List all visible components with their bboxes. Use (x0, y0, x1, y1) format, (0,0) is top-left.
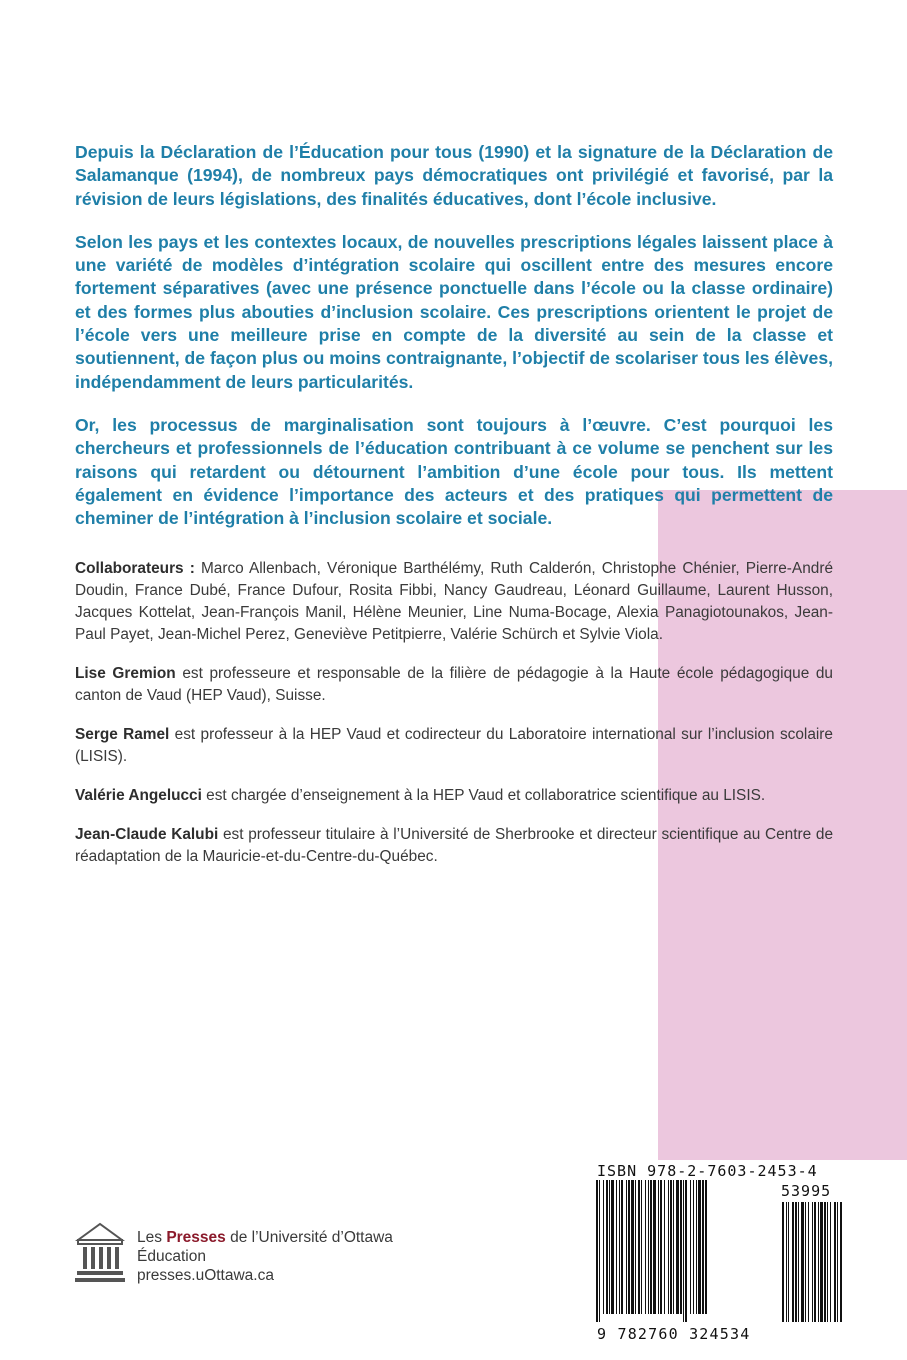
barcode-bar (635, 1180, 636, 1314)
collaborators-paragraph (75, 558, 833, 646)
barcode-bar (606, 1180, 608, 1314)
author-name: Jean-Claude Kalubi (75, 826, 219, 844)
barcode-bar (683, 1180, 684, 1322)
summary-paragraph: Depuis la Déclaration de l’Éducation pour tous (1990) et la signature de la Déclaration de Salamanque (1994), de nombreux pays démocratiques ont privilégié et favorisé, par la révision de leurs législations, des finalités éducatives, dont l’école inclusive. (75, 142, 833, 209)
barcode-addon-bar (840, 1202, 842, 1322)
author-bio (75, 724, 833, 768)
author-bio (75, 824, 833, 868)
barcode-bar (616, 1180, 617, 1314)
barcode-addon-bar (830, 1202, 831, 1322)
publisher-website: presses.uOttawa.ca (137, 1267, 274, 1284)
author-name: Valérie Angelucci (75, 787, 202, 805)
barcode-bar (670, 1180, 672, 1314)
isbn-text: ISBN 978-2-7603-2453-4 (597, 1162, 818, 1180)
publisher-text (137, 1228, 393, 1285)
barcode-bar (650, 1180, 652, 1314)
barcode-bar (603, 1180, 604, 1314)
barcode-bar (626, 1180, 627, 1314)
publisher-collection: Éducation (137, 1248, 206, 1265)
barcode-addon-bar (786, 1202, 787, 1322)
author-description: est chargée d’enseignement à la HEP Vaud et collaboratrice scientifique au LISIS. (206, 787, 766, 805)
barcode-bar (676, 1180, 679, 1314)
author-name: Serge Ramel (75, 726, 170, 744)
barcode-bar (673, 1180, 674, 1314)
barcode-addon-bar (782, 1202, 784, 1322)
author-description: est professeur titulaire à l’Université de Sherbrooke et directeur scientifique au Centre de réadaptation de la Mauricie-et-du-Centre-du-Québec. (75, 826, 834, 866)
barcode-bar (696, 1180, 697, 1314)
publisher-name: Les Presses de l’Université d’Ottawa (137, 1229, 393, 1246)
barcode-bars (592, 1178, 845, 1328)
barcode-ean-number: 9 782760 324534 (597, 1325, 751, 1343)
barcode-bar (705, 1180, 707, 1314)
barcode-addon-bar (812, 1202, 813, 1322)
barcode-addon-bar (834, 1202, 836, 1322)
barcode-addon-number: 53995 (781, 1182, 832, 1200)
back-cover-text (75, 141, 833, 885)
author-name: Lise Gremion (75, 665, 176, 683)
barcode-addon-bar (824, 1202, 826, 1322)
barcode-bar (658, 1180, 659, 1314)
summary-section (75, 141, 833, 530)
barcode-bar (690, 1180, 691, 1314)
barcode-bar (680, 1180, 682, 1314)
barcode-addon-bar (795, 1202, 797, 1322)
author-description: est professeure et responsable de la filière de pédagogie à la Haute école pédagogique du canton de Vaud (HEP Vaud), Suisse. (75, 665, 833, 705)
barcode-addon-bar (805, 1202, 806, 1322)
barcode-addon-bar (792, 1202, 794, 1322)
author-description: est professeur à la HEP Vaud et codirecteur du Laboratoire international sur l’inclusion scolaire (LISIS). (75, 726, 833, 766)
barcode-bar (693, 1180, 694, 1314)
barcode-addon-bar (801, 1202, 804, 1322)
author-bio (75, 785, 833, 807)
barcode-addon-bar (827, 1202, 828, 1322)
summary-paragraph: Or, les processus de marginalisation sont toujours à l’œuvre. C’est pourquoi les chercheurs et professionnels de l’éducation contribuant à ce volume se penchent sur les raisons qui retardent ou détournent l’ambition d’une école pour tous. Ils mettent également en évidence l’importance des acteurs et des pratiques qui permettent de cheminer de l’intégration à l’inclusion scolaire et sociale. (75, 414, 833, 529)
barcode-bar (619, 1180, 620, 1314)
barcode-bar (645, 1180, 646, 1314)
barcode-bar (609, 1180, 610, 1314)
barcode-bar (685, 1180, 687, 1322)
barcode-addon-bar (820, 1202, 823, 1322)
barcode-addon-bar (818, 1202, 819, 1322)
barcode-addon-bar (837, 1202, 838, 1322)
collaborators-names: Marco Allenbach, Véronique Barthélémy, Ruth Calderón, Christophe Chénier, Pierre-André Doudin, France Dubé, France Dufour, Rosita Fibbi, Nancy Gaudreau, Léonard Guillaume, Laurent Husson, Jacques Kottelat, Jean-François Manil, Hélène Meunier, Line Numa-Bocage, Alexia Panagiotounakos, Jean-Paul Payet, Jean-Michel Perez, Geneviève Petitpierre, Valérie Schürch et Sylvie Viola. (75, 560, 834, 644)
barcode-bar (653, 1180, 656, 1314)
barcode-bar (664, 1180, 665, 1314)
publisher-name-highlight: Presses (166, 1229, 226, 1246)
barcode-bar (638, 1180, 640, 1314)
barcode (592, 1178, 845, 1348)
barcode-bar (611, 1180, 614, 1314)
contributors-section (75, 558, 833, 868)
barcode-addon-bar (798, 1202, 799, 1322)
barcode-bar (641, 1180, 642, 1314)
barcode-bar (599, 1180, 600, 1322)
university-building-icon (75, 1220, 125, 1286)
barcode-bar (631, 1180, 634, 1314)
barcode-addon-bar (808, 1202, 809, 1322)
barcode-bar (668, 1180, 669, 1314)
barcode-bar (698, 1180, 701, 1314)
barcode-bar (702, 1180, 704, 1314)
summary-paragraph: Selon les pays et les contextes locaux, de nouvelles prescriptions légales laissent place à une variété de modèles d’intégration scolaire qui oscillent entre des mesures encore fortement séparatives (avec une présence ponctuelle dans l’école ou la classe ordinaire) et des formes plus abouties d’inclusion scolaire. Ces prescriptions orientent le projet de l’école vers une meilleure prise en compte de la diversité au sein de la classe et soutiennent, de façon plus ou moins contraignante, l’objectif de scolariser tous les élèves, indépendamment de leurs particularités. (75, 231, 833, 392)
author-bio (75, 663, 833, 707)
barcode-addon-bar (814, 1202, 816, 1322)
barcode-addon-bar (788, 1202, 789, 1322)
barcode-bar (648, 1180, 649, 1314)
barcode-bar (660, 1180, 662, 1314)
barcode-bar (628, 1180, 630, 1314)
collaborators-label: Collaborateurs : (75, 560, 195, 578)
barcode-bar (621, 1180, 623, 1314)
barcode-bar (596, 1180, 598, 1322)
publisher-block (75, 1220, 475, 1290)
